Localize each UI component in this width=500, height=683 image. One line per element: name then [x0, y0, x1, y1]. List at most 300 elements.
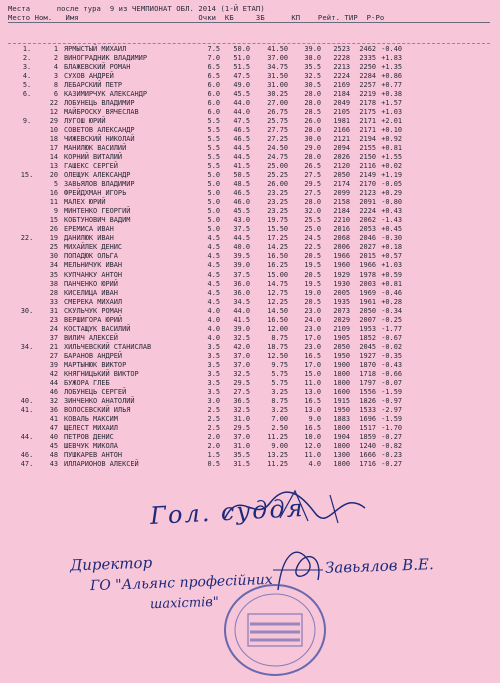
cell-name: КИСЕЛИЦА ИВАН — [64, 288, 118, 297]
cell-kb: 32.5 — [233, 369, 250, 378]
cell-kp: 16.5 — [304, 396, 321, 405]
cell-place: 30. — [20, 306, 34, 315]
cell-kb: 50.5 — [233, 171, 250, 180]
cell-zb: 17.25 — [267, 234, 288, 243]
cell-zb: 13.25 — [267, 450, 288, 459]
cell-num: 5 — [53, 180, 58, 189]
cell-kb: 44.5 — [233, 153, 250, 162]
cell-kb: 44.0 — [233, 306, 250, 315]
cell-tir: 2149 — [359, 171, 376, 180]
cell-name: ИЛЛАРИОНОВ АЛЕКСЕЙ — [64, 459, 139, 468]
cell-num: 1 — [53, 45, 58, 53]
cell-pts: 3.5 — [207, 351, 220, 360]
cell-name: ЛОБУНЕЦЬ ВЛАДИМИР — [64, 99, 135, 108]
cell-place: 9. — [22, 117, 32, 126]
cell-kp: 29.0 — [304, 144, 321, 153]
cell-diff: -1.43 — [381, 216, 402, 225]
cell-kb: 51.5 — [233, 63, 250, 72]
header-rule-top — [8, 22, 490, 23]
cell-kp: 16.5 — [304, 423, 321, 432]
cell-kb: 46.5 — [233, 189, 250, 198]
cell-name: КОБТУНОВИЧ ВАДИМ — [64, 216, 131, 225]
cell-diff: +1.03 — [381, 261, 402, 270]
cell-pts: 2.0 — [207, 432, 220, 441]
cell-rate: 2184 — [333, 90, 350, 99]
director-org-line2: шахістів" — [149, 594, 220, 613]
table-row — [0, 361, 500, 370]
cell-kp: 30.0 — [304, 135, 321, 144]
cell-kp: 35.5 — [304, 63, 321, 72]
table-row — [0, 343, 500, 352]
cell-zb: 16.50 — [267, 315, 288, 324]
cell-kb: 50.0 — [233, 45, 250, 53]
table-row — [0, 460, 500, 469]
cell-name: ЗИНЧЕНКО АНАТОЛИЙ — [64, 396, 135, 405]
cell-name: СМЕРЕКА МИХАИЛ — [64, 297, 123, 306]
cell-pts: 7.0 — [207, 54, 220, 63]
cell-num: 23 — [49, 315, 58, 324]
cell-zb: 3.25 — [271, 387, 288, 396]
cell-pts: 6.0 — [207, 81, 220, 90]
cell-zb: 25.00 — [267, 162, 288, 171]
cell-kb: 46.5 — [233, 126, 250, 135]
cell-zb: 12.75 — [267, 288, 288, 297]
cell-kb: 43.0 — [233, 216, 250, 225]
cell-name: БУЖОРА ГЛЕБ — [64, 378, 110, 387]
table-row — [0, 144, 500, 153]
cell-num: 42 — [49, 369, 58, 378]
cell-zb: 2.50 — [271, 423, 288, 432]
cell-diff: +1.55 — [381, 153, 402, 162]
cell-diff: -1.70 — [381, 423, 402, 432]
cell-zb: 12.00 — [267, 324, 288, 333]
cell-diff: +0.59 — [381, 270, 402, 279]
cell-zb: 14.50 — [267, 306, 288, 315]
cell-diff: -1.77 — [381, 324, 402, 333]
cell-pts: 4.5 — [207, 234, 220, 243]
cell-pts: 5.5 — [207, 117, 220, 126]
cell-kp: 24.5 — [304, 234, 321, 243]
table-row — [0, 99, 500, 108]
cell-name: КАЗИМИРЧУК АЛЕКСАНДР — [64, 90, 147, 99]
table-row — [0, 45, 500, 54]
cell-tir: 1852 — [359, 333, 376, 342]
cell-name: ЗАВЬЯЛОВ ВЛАДИМИР — [64, 180, 135, 189]
cell-num: 14 — [49, 153, 58, 162]
cell-kb: 37.5 — [233, 270, 250, 279]
cell-pts: 4.5 — [207, 270, 220, 279]
cell-diff: +2.01 — [381, 117, 402, 126]
cell-kp: 26.5 — [304, 162, 321, 171]
cell-zb: 23.25 — [267, 189, 288, 198]
cell-place: 5. — [22, 81, 32, 90]
table-row — [0, 334, 500, 343]
table-row — [0, 397, 500, 406]
cell-kp: 20.5 — [304, 252, 321, 261]
cell-zb: 8.75 — [271, 333, 288, 342]
cell-rate: 2005 — [333, 288, 350, 297]
cell-num: 8 — [53, 81, 58, 90]
cell-kb: 40.0 — [233, 243, 250, 252]
table-row — [0, 135, 500, 144]
cell-pts: 5.0 — [207, 171, 220, 180]
table-row — [0, 424, 500, 433]
cell-kp: 19.5 — [304, 261, 321, 270]
cell-kp: 32.5 — [304, 72, 321, 81]
table-row — [0, 325, 500, 334]
cell-num: 10 — [49, 126, 58, 135]
director-org-line1: ГО "Альянс професійних — [89, 571, 273, 595]
cell-kp: 24.0 — [304, 315, 321, 324]
organization-seal-icon — [220, 580, 330, 680]
cell-kb: 35.5 — [233, 450, 250, 459]
cell-pts: 2.5 — [207, 405, 220, 414]
cell-diff: -0.43 — [381, 360, 402, 369]
table-row — [0, 415, 500, 424]
cell-num: 29 — [49, 117, 58, 126]
cell-kb: 36.0 — [233, 288, 250, 297]
table-row — [0, 189, 500, 198]
cell-name: ПОПАДЮК ОЛЬГА — [64, 252, 118, 261]
cell-kb: 47.5 — [233, 117, 250, 126]
cell-kb: 32.5 — [233, 405, 250, 414]
cell-pts: 4.0 — [207, 333, 220, 342]
cell-zb: 19.75 — [267, 216, 288, 225]
cell-tir: 2224 — [359, 207, 376, 216]
cell-rate: 1300 — [333, 450, 350, 459]
cell-kb: 36.5 — [233, 396, 250, 405]
cell-name: МИНТЕНКО ГЕОРГИЙ — [64, 207, 131, 216]
cell-tir: 2178 — [359, 99, 376, 108]
cell-place: 22. — [20, 234, 34, 243]
cell-name: МАЛЕХ ЮРИЙ — [64, 198, 106, 207]
table-row — [0, 171, 500, 180]
cell-diff: -0.82 — [381, 441, 402, 450]
table-row — [0, 289, 500, 298]
cell-num: 44 — [49, 378, 58, 387]
cell-kp: 28.0 — [304, 99, 321, 108]
cell-tir: 2284 — [359, 72, 376, 81]
cell-name: ЛОБУНЕЦЬ СЕРГЕЙ — [64, 387, 127, 396]
cell-zb: 8.75 — [271, 396, 288, 405]
cell-place: 1. — [22, 45, 32, 53]
table-row — [0, 90, 500, 99]
cell-rate: 1800 — [333, 369, 350, 378]
cell-zb: 15.00 — [267, 270, 288, 279]
cell-zb: 25.25 — [267, 171, 288, 180]
cell-num: 21 — [49, 342, 58, 351]
cell-tir: 1716 — [359, 459, 376, 468]
cell-rate: 2184 — [333, 207, 350, 216]
standings-title: Места после тура 9 из ЧЕМПИОНАТ ОБЛ. 2014 (1-Й ЕТАП) — [8, 4, 265, 13]
cell-pts: 4.0 — [207, 324, 220, 333]
cell-zb: 26.75 — [267, 108, 288, 117]
cell-rate: 1981 — [333, 117, 350, 126]
cell-name: ДАНИЛЮК ИВАН — [64, 234, 114, 243]
cell-rate: 2121 — [333, 135, 350, 144]
cell-zb: 16.25 — [267, 261, 288, 270]
table-row — [0, 379, 500, 388]
cell-zb: 27.75 — [267, 126, 288, 135]
table-row — [0, 126, 500, 135]
cell-kp: 39.0 — [304, 45, 321, 53]
cell-pts: 3.5 — [207, 342, 220, 351]
cell-zb: 18.75 — [267, 342, 288, 351]
cell-num: 39 — [49, 360, 58, 369]
cell-name: КОРНИЙ ВИТАЛИЙ — [64, 153, 123, 162]
cell-place: 3. — [22, 63, 32, 72]
cell-rate: 2210 — [333, 216, 350, 225]
cell-kb: 27.5 — [233, 387, 250, 396]
cell-rate: 2029 — [333, 315, 350, 324]
cell-kb: 47.5 — [233, 72, 250, 81]
cell-diff: +0.38 — [381, 90, 402, 99]
cell-diff: -0.34 — [381, 306, 402, 315]
cell-rate: 2174 — [333, 180, 350, 189]
cell-rate: 1800 — [333, 441, 350, 450]
cell-kp: 17.0 — [304, 360, 321, 369]
cell-pts: 5.0 — [207, 189, 220, 198]
cell-tir: 2053 — [359, 225, 376, 234]
cell-pts: 1.5 — [207, 450, 220, 459]
cell-rate: 2050 — [333, 342, 350, 351]
cell-place: 40. — [20, 396, 34, 405]
cell-kp: 20.5 — [304, 270, 321, 279]
cell-kb: 44.0 — [233, 108, 250, 117]
cell-zb: 14.25 — [267, 243, 288, 252]
cell-tir: 2194 — [359, 135, 376, 144]
cell-kp: 10.0 — [304, 432, 321, 441]
column-headers: Место Ном. Имя Очки КБ ЗБ КП Рейт. ТИР Р-Ро — [8, 13, 385, 22]
cell-name: ВИЛИЧ АЛЕКСЕЙ — [64, 333, 118, 342]
cell-num: 45 — [49, 441, 58, 450]
cell-rate: 1600 — [333, 387, 350, 396]
cell-diff: -0.25 — [381, 315, 402, 324]
cell-num: 34 — [49, 261, 58, 270]
cell-place: 15. — [20, 171, 34, 180]
cell-name: КОВАЛЬ МАКСИМ — [64, 414, 118, 423]
cell-kp: 23.0 — [304, 342, 321, 351]
cell-kb: 44.5 — [233, 144, 250, 153]
cell-zb: 15.50 — [267, 225, 288, 234]
cell-pts: 2.5 — [207, 423, 220, 432]
cell-diff: +0.81 — [381, 144, 402, 153]
cell-tir: 1718 — [359, 369, 376, 378]
table-row — [0, 81, 500, 90]
cell-num: 6 — [53, 90, 58, 99]
cell-kp: 28.0 — [304, 126, 321, 135]
cell-rate: 2109 — [333, 324, 350, 333]
cell-tir: 1978 — [359, 270, 376, 279]
cell-name: ШЕВЧУК МИКОЛА — [64, 441, 118, 450]
cell-diff: +0.92 — [381, 135, 402, 144]
cell-place: 4. — [22, 72, 32, 81]
cell-diff: +1.35 — [381, 63, 402, 72]
cell-rate: 1950 — [333, 405, 350, 414]
cell-tir: 2015 — [359, 252, 376, 261]
cell-num: 27 — [49, 351, 58, 360]
cell-kb: 39.0 — [233, 324, 250, 333]
cell-diff: -0.23 — [381, 450, 402, 459]
cell-name: ЕРЕМИСА ИВАН — [64, 225, 114, 234]
cell-kb: 45.5 — [233, 207, 250, 216]
cell-num: 13 — [49, 162, 58, 171]
cell-rate: 1915 — [333, 396, 350, 405]
cell-pts: 2.0 — [207, 441, 220, 450]
cell-rate: 1960 — [333, 261, 350, 270]
cell-tir: 2123 — [359, 189, 376, 198]
cell-tir: 2003 — [359, 279, 376, 288]
cell-name: СОВЕТОВ АЛЕКСАНДР — [64, 126, 135, 135]
cell-pts: 6.0 — [207, 99, 220, 108]
cell-pts: 5.5 — [207, 162, 220, 171]
cell-tir: 2062 — [359, 216, 376, 225]
cell-tir: 2150 — [359, 153, 376, 162]
cell-name: МЕЛЬНИЧУК ИВАН — [64, 261, 123, 270]
table-row — [0, 406, 500, 415]
cell-kp: 16.5 — [304, 351, 321, 360]
cell-tir: 2175 — [359, 108, 376, 117]
cell-kp: 9.0 — [308, 414, 321, 423]
cell-zb: 30.25 — [267, 90, 288, 99]
table-row — [0, 243, 500, 252]
cell-num: 12 — [49, 108, 58, 117]
cell-rate: 1935 — [333, 297, 350, 306]
cell-tir: 2007 — [359, 315, 376, 324]
cell-rate: 2026 — [333, 153, 350, 162]
cell-zb: 9.00 — [271, 441, 288, 450]
cell-num: 18 — [49, 135, 58, 144]
cell-tir: 1797 — [359, 378, 376, 387]
cell-tir: 2171 — [359, 126, 376, 135]
cell-zb: 11.25 — [267, 432, 288, 441]
cell-rate: 2120 — [333, 162, 350, 171]
cell-kp: 19.0 — [304, 288, 321, 297]
cell-tir: 1696 — [359, 414, 376, 423]
cell-rate: 2523 — [333, 45, 350, 53]
cell-pts: 4.5 — [207, 288, 220, 297]
cell-zb: 3.25 — [271, 405, 288, 414]
cell-kb: 42.0 — [233, 342, 250, 351]
cell-rate: 1905 — [333, 333, 350, 342]
cell-kp: 17.0 — [304, 333, 321, 342]
cell-num: 3 — [53, 72, 58, 81]
table-row — [0, 451, 500, 460]
table-row — [0, 54, 500, 63]
cell-num: 15 — [49, 216, 58, 225]
cell-pts: 0.5 — [207, 459, 220, 468]
cell-tir: 2027 — [359, 243, 376, 252]
cell-pts: 3.5 — [207, 387, 220, 396]
cell-kb: 37.0 — [233, 432, 250, 441]
cell-num: 40 — [49, 432, 58, 441]
director-name: Завьялов В.Е. — [324, 555, 434, 577]
cell-diff: -0.97 — [381, 396, 402, 405]
cell-name: ХИЛЬЧЕВСКИЙ СТАНИСЛАВ — [64, 342, 152, 351]
cell-num: 19 — [49, 234, 58, 243]
cell-pts: 5.0 — [207, 207, 220, 216]
cell-name: СКУЛЬЧУК РОМАН — [64, 306, 123, 315]
cell-kp: 38.0 — [304, 54, 321, 63]
cell-diff: +0.02 — [381, 162, 402, 171]
cell-kp: 25.0 — [304, 225, 321, 234]
cell-name: МАНИЛЮК ВАСИЛИЙ — [64, 144, 127, 153]
cell-tir: 1240 — [359, 441, 376, 450]
cell-kb: 39.0 — [233, 261, 250, 270]
cell-place: 2. — [22, 54, 32, 63]
cell-num: 9 — [53, 207, 58, 216]
cell-name: ЯРМЫСТЫЙ МИХАИЛ — [64, 45, 127, 53]
table-row — [0, 298, 500, 307]
cell-name: ЛУГОШ ЮРИЙ — [64, 117, 106, 126]
cell-rate: 2099 — [333, 189, 350, 198]
cell-diff: +0.57 — [381, 252, 402, 261]
cell-num: 22 — [49, 99, 58, 108]
cell-name: КОСТАЩУК ВАСИЛИЙ — [64, 324, 131, 333]
cell-name: ГАШЕКС СЕРГЕЙ — [64, 162, 118, 171]
cell-kb: 37.5 — [233, 225, 250, 234]
cell-num: 4 — [53, 63, 58, 72]
cell-pts: 5.5 — [207, 135, 220, 144]
cell-zb: 5.75 — [271, 369, 288, 378]
table-row — [0, 216, 500, 225]
cell-kb: 48.5 — [233, 180, 250, 189]
cell-rate: 2073 — [333, 306, 350, 315]
cell-kb: 32.5 — [233, 333, 250, 342]
cell-diff: +1.57 — [381, 99, 402, 108]
cell-num: 37 — [49, 333, 58, 342]
cell-zb: 7.00 — [271, 414, 288, 423]
cell-diff: -0.30 — [381, 234, 402, 243]
cell-num: 36 — [49, 405, 58, 414]
table-row — [0, 153, 500, 162]
cell-zb: 5.75 — [271, 378, 288, 387]
cell-name: ПУШКАРЕВ АНТОН — [64, 450, 123, 459]
cell-rate: 2006 — [333, 243, 350, 252]
cell-zb: 16.50 — [267, 252, 288, 261]
cell-rate: 2224 — [333, 72, 350, 81]
cell-kp: 22.5 — [304, 243, 321, 252]
cell-kp: 15.0 — [304, 369, 321, 378]
cell-kb: 44.0 — [233, 99, 250, 108]
cell-tir: 1533 — [359, 405, 376, 414]
cell-kb: 37.0 — [233, 360, 250, 369]
cell-zb: 24.75 — [267, 153, 288, 162]
cell-pts: 5.5 — [207, 144, 220, 153]
cell-num: 31 — [49, 306, 58, 315]
cell-name: ПАНЧЕНКО ЮРИЙ — [64, 279, 118, 288]
cell-diff: +0.81 — [381, 279, 402, 288]
cell-num: 35 — [49, 270, 58, 279]
cell-name: ВЕРШИГОРА ЮРИЙ — [64, 315, 123, 324]
cell-rate: 1800 — [333, 378, 350, 387]
cell-zb: 25.75 — [267, 117, 288, 126]
cell-rate: 2158 — [333, 198, 350, 207]
cell-kb: 31.0 — [233, 441, 250, 450]
cell-rate: 2166 — [333, 126, 350, 135]
cell-diff: +0.43 — [381, 207, 402, 216]
cell-kp: 30.5 — [304, 81, 321, 90]
cell-kp: 12.0 — [304, 441, 321, 450]
cell-kp: 23.0 — [304, 324, 321, 333]
cell-tir: 2257 — [359, 81, 376, 90]
cell-rate: 1800 — [333, 459, 350, 468]
cell-diff: -0.02 — [381, 342, 402, 351]
cell-name: ВОЛОСЕВСКИЙ ИЛЬЯ — [64, 405, 131, 414]
cell-rate: 2068 — [333, 234, 350, 243]
cell-num: 28 — [49, 288, 58, 297]
cell-name: ФРЕЙДХМАН ИГОРЬ — [64, 189, 127, 198]
